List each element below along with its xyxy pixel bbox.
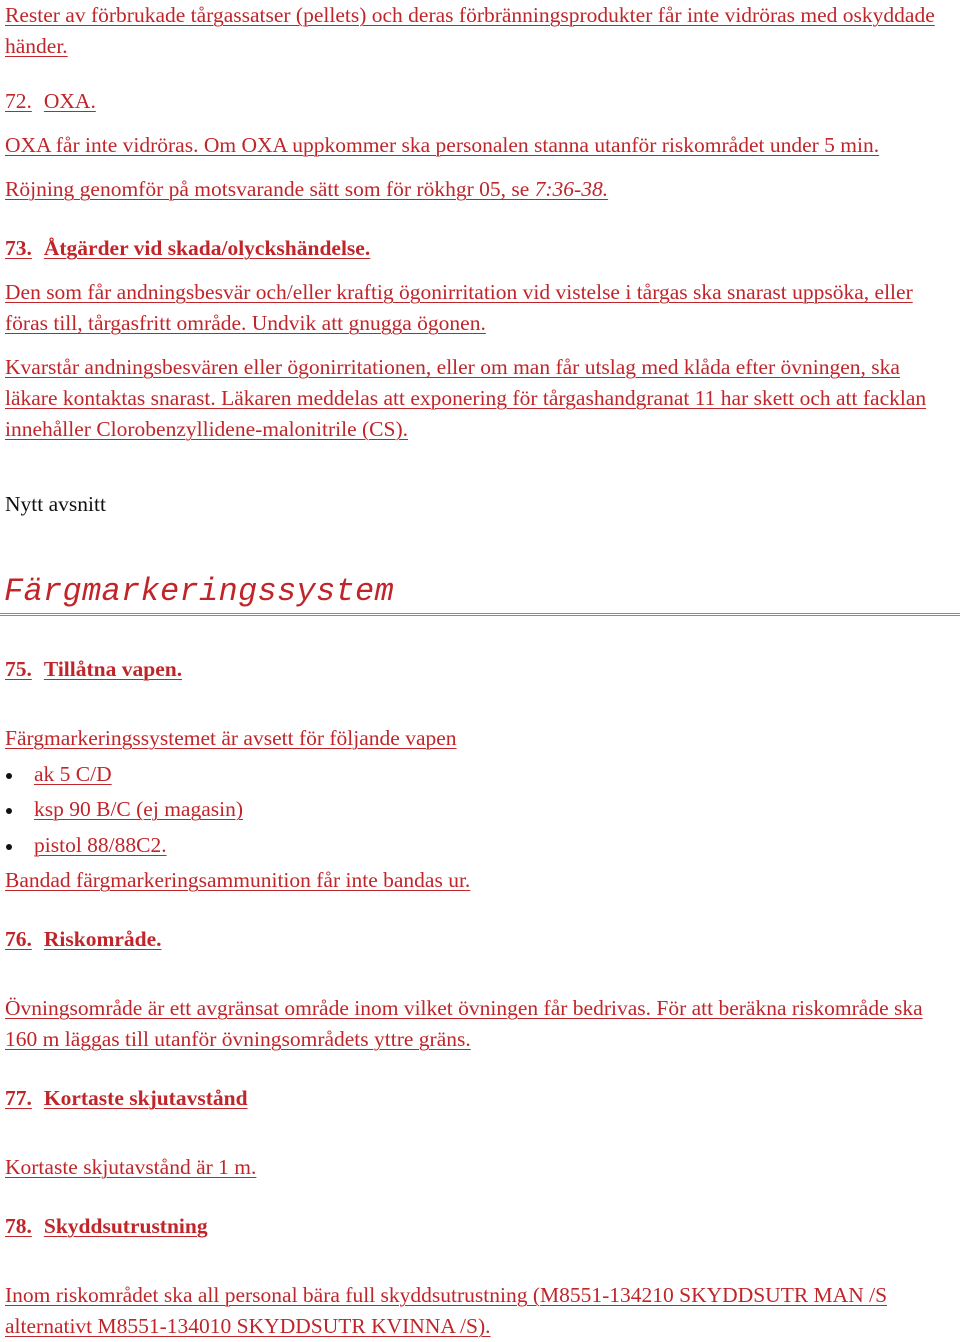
min-distance-paragraph: Kortaste skjutavstånd är 1 m.	[5, 1155, 257, 1179]
section-rule	[0, 613, 960, 616]
oxa-paragraph-2-text: Röjning genomför på motsvarande sätt som för rökhgr 05, se	[5, 177, 535, 201]
heading-76-title: Riskområde.	[43, 927, 162, 951]
heading-72-number: 72.	[5, 89, 32, 113]
heading-73-number: 73.	[5, 236, 32, 260]
weapons-list	[5, 759, 243, 865]
list-item-text: ak 5 C/D	[34, 762, 112, 786]
oxa-reference: 7:36-38.	[534, 177, 609, 201]
heading-78-title: Skyddsutrustning	[43, 1214, 208, 1238]
risk-area-paragraph: Övningsområde är ett avgränsat område inom vilket övningen får bedrivas. För att beräkna riskområde ska 160 m läggas till utanför övningsområdets yttre gräns.	[5, 996, 923, 1051]
heading-73	[5, 233, 954, 264]
bullet-icon	[6, 808, 12, 814]
heading-72-title: OXA.	[43, 89, 96, 113]
heading-75-title: Tillåtna vapen.	[43, 657, 183, 681]
heading-75	[5, 654, 954, 685]
heading-73-title: Åtgärder vid skada/olyckshändelse.	[43, 236, 371, 260]
heading-77-title: Kortaste skjutavstånd	[43, 1086, 248, 1110]
new-section-note: Nytt avsnitt	[5, 492, 106, 516]
list-item	[5, 794, 243, 829]
list-item	[5, 830, 243, 865]
section-title: Färgmarkeringssystem	[4, 573, 395, 610]
weapons-intro: Färgmarkeringssystemet är avsett för följande vapen	[5, 726, 457, 750]
accident-paragraph-1: Den som får andningsbesvär och/eller kraftig ögonirritation vid vistelse i tårgas ska snarast uppsöka, eller föras till, tårgasfritt område. Undvik att gnugga ögonen.	[5, 280, 913, 335]
list-item	[5, 759, 243, 794]
list-item-text: ksp 90 B/C (ej magasin)	[34, 797, 244, 822]
heading-76	[5, 924, 954, 955]
oxa-paragraph-1: OXA får inte vidröras. Om OXA uppkommer ska personalen stanna utanför riskområdet under 5 min.	[5, 133, 880, 157]
accident-paragraph-2: Kvarstår andningsbesvären eller ögonirritationen, eller om man får utslag med klåda efter övningen, ska läkare kontaktas snarast. Läkaren meddelas att exponering för tårgashandgranat 11 har skett och att facklan innehåller Clorobenzyllidene-malonitrile (CS).	[5, 355, 927, 441]
list-item-text: pistol 88/88C2.	[34, 832, 167, 857]
heading-75-number: 75.	[5, 657, 32, 681]
bullet-icon	[6, 773, 12, 779]
intro-paragraph: Rester av förbrukade tårgassatser (pellets) och deras förbränningsprodukter får inte vidröras med oskyddade händer.	[5, 3, 935, 58]
heading-78-number: 78.	[5, 1214, 32, 1238]
heading-77-number: 77.	[5, 1086, 32, 1110]
oxa-paragraph-2	[5, 174, 954, 205]
protective-gear-paragraph: Inom riskområdet ska all personal bära full skyddsutrustning (M8551-134210 SKYDDSUTR MAN /S alternativt M8551-134010 SKYDDSUTR KVINNA /S).	[5, 1283, 888, 1338]
heading-77	[5, 1083, 954, 1114]
heading-72	[5, 86, 954, 117]
ammunition-note: Bandad färgmarkeringsammunition får inte bandas ur.	[5, 868, 471, 892]
bullet-icon	[6, 844, 12, 850]
heading-76-number: 76.	[5, 927, 32, 951]
heading-78	[5, 1211, 954, 1242]
